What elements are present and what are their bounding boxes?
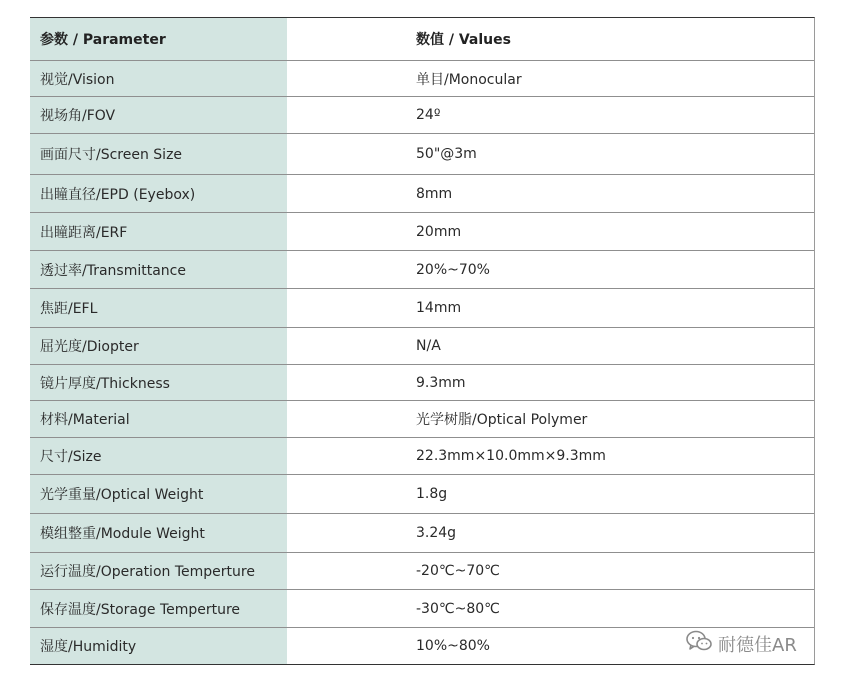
table-row xyxy=(30,212,814,250)
row-parameter: 运行温度/Operation Temperture xyxy=(30,553,287,589)
row-parameter: 透过率/Transmittance xyxy=(30,251,287,288)
table-row xyxy=(30,589,814,627)
watermark-text: 耐德佳AR xyxy=(718,634,797,656)
table-row xyxy=(30,400,814,437)
spec-table xyxy=(30,17,815,665)
row-value: 单目/Monocular xyxy=(416,71,522,88)
table-row xyxy=(30,174,814,212)
row-value: 22.3mm×10.0mm×9.3mm xyxy=(416,448,606,464)
table-row xyxy=(30,364,814,400)
wechat-icon xyxy=(686,630,718,657)
row-value: -20℃~70℃ xyxy=(416,563,500,579)
header-parameter: 参数 / Parameter xyxy=(30,18,287,60)
row-parameter: 焦距/EFL xyxy=(30,289,287,327)
row-parameter: 保存温度/Storage Temperture xyxy=(30,590,287,627)
row-parameter: 湿度/Humidity xyxy=(30,628,287,664)
row-parameter: 视觉/Vision xyxy=(30,61,287,96)
row-value: 50"@3m xyxy=(416,146,477,162)
watermark xyxy=(686,630,815,657)
row-value: 20%~70% xyxy=(416,261,490,278)
row-value: 光学树脂/Optical Polymer xyxy=(416,412,588,428)
row-parameter: 镜片厚度/Thickness xyxy=(30,365,287,400)
row-parameter: 材料/Material xyxy=(30,401,287,437)
table-row xyxy=(30,327,814,364)
table-row xyxy=(30,437,814,474)
row-value: 20mm xyxy=(416,223,462,240)
table-row xyxy=(30,474,814,513)
row-value: 1.8g xyxy=(416,486,448,502)
row-value: -30℃~80℃ xyxy=(416,600,500,617)
row-parameter: 出瞳直径/EPD (Eyebox) xyxy=(30,175,287,212)
table-row xyxy=(30,513,814,552)
row-parameter: 模组整重/Module Weight xyxy=(30,514,287,552)
row-value: 8mm xyxy=(416,185,453,202)
row-value: 10%~80% xyxy=(416,638,490,654)
table-row xyxy=(30,96,814,133)
row-value: 14mm xyxy=(416,300,462,316)
row-parameter: 光学重量/Optical Weight xyxy=(30,475,287,513)
table-row xyxy=(30,552,814,589)
table-row xyxy=(30,133,814,174)
row-parameter: 出瞳距离/ERF xyxy=(30,213,287,250)
table-row xyxy=(30,250,814,288)
row-value: 9.3mm xyxy=(416,374,466,391)
row-parameter: 视场角/FOV xyxy=(30,97,287,133)
row-parameter: 画面尺寸/Screen Size xyxy=(30,134,287,174)
row-parameter: 屈光度/Diopter xyxy=(30,328,287,364)
table-row xyxy=(30,60,814,96)
row-value: 3.24g xyxy=(416,525,457,541)
header-value: 数值 / Values xyxy=(416,32,511,48)
table-row xyxy=(30,288,814,327)
table-header-row xyxy=(30,18,814,60)
row-parameter: 尺寸/Size xyxy=(30,438,287,474)
row-value: N/A xyxy=(416,338,441,354)
row-value: 24º xyxy=(416,107,441,123)
